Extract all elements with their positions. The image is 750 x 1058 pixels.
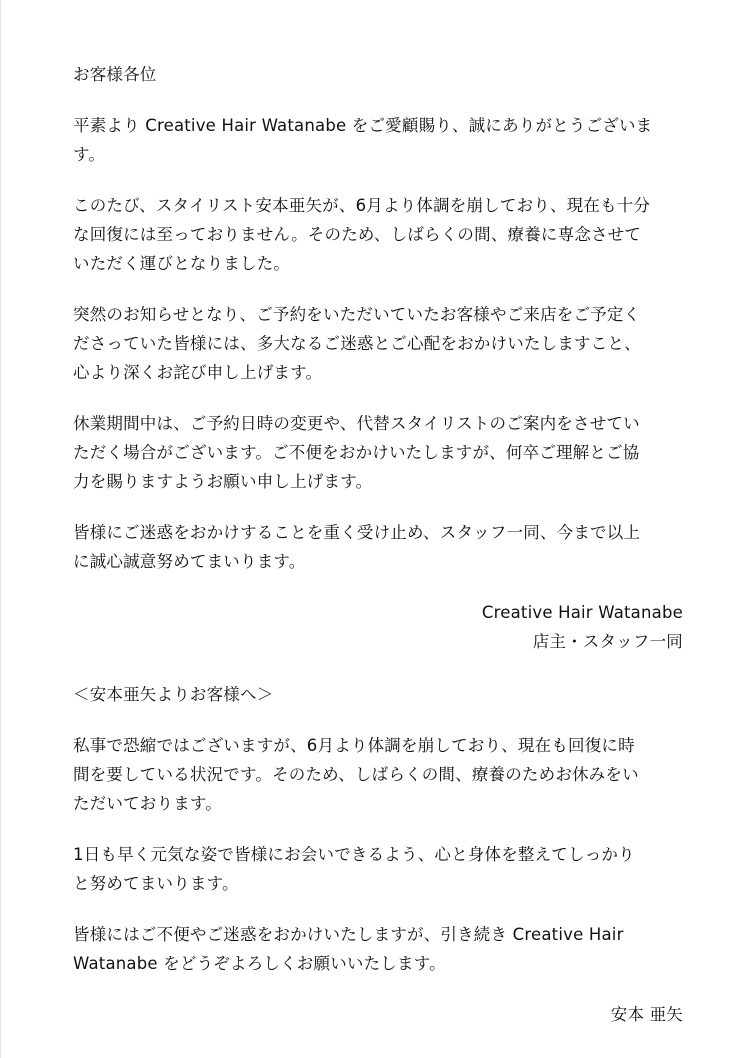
text-line: 力を賜りますようお願い申し上げます。 (73, 472, 373, 491)
text-line: 突然のお知らせとなり、ご予約をいただいていたお客様やご来店をご予定く (73, 305, 641, 324)
text-line: ださっていた皆様には、多大なるご迷惑とご心配をおかけいたしますこと、 (73, 334, 641, 353)
text-line: 休業期間中は、ご予約日時の変更や、代替スタイリストのご案内をさせてい (73, 414, 640, 433)
text-line: 私事で恐縮ではございますが、6月より体調を崩しており、現在も回復に時 (73, 736, 635, 755)
text-line: 平素より Creative Hair Watanabe をご愛顧賜り、誠にありがとうございま (73, 116, 653, 135)
text-line: 1日も早く元気な姿で皆様にお会いできるよう、心と身体を整えてしっかり (73, 845, 635, 864)
text-line: な回復には至っておりません。そのため、しばらくの間、療養に専念させて (73, 225, 642, 244)
text-line: ただいております。 (73, 794, 222, 813)
paragraph-3 (73, 300, 683, 387)
paragraph-4 (73, 409, 683, 496)
text-line: に誠心誠意努めてまいります。 (73, 552, 306, 571)
greeting: お客様各位 (73, 65, 157, 84)
text-line: Watanabe をどうぞよろしくお願いいたします。 (73, 954, 446, 973)
text-line: 皆様にご迷惑をおかけすることを重く受け止め、スタッフ一同、今まで以上 (73, 523, 641, 542)
message-paragraph-3 (73, 920, 683, 978)
message-paragraph-2 (73, 840, 683, 898)
text-line: す。 (73, 145, 106, 164)
section-title: ＜安本亜矢よりお客様へ＞ (73, 685, 274, 704)
text-line: と努めてまいります。 (73, 874, 239, 893)
shop-signature (73, 598, 683, 656)
text-line: このたび、スタイリスト安本亜矢が、6月より体調を崩しており、現在も十分 (73, 196, 651, 215)
person-signature: 安本 亜矢 (610, 1005, 683, 1024)
message-paragraph-1 (73, 731, 683, 818)
shop-staff: 店主・スタッフ一同 (532, 632, 683, 651)
shop-name: Creative Hair Watanabe (481, 603, 683, 622)
paragraph-1 (73, 111, 683, 169)
paragraph-5 (73, 518, 683, 576)
text-line: ただく場合がございます。ご不便をおかけいたしますが、何卒ご理解とご協 (73, 443, 640, 462)
letter-body (73, 60, 683, 1029)
text-line: 間を要している状況です。そのため、しばらくの間、療養のためお休みをい (73, 765, 639, 784)
text-line: いただく運びとなりました。 (73, 254, 291, 273)
text-line: 皆様にはご不便やご迷惑をおかけいたしますが、引き続き Creative Hair (73, 925, 624, 944)
paragraph-2 (73, 191, 683, 278)
text-line: 心より深くお詫び申し上げます。 (73, 363, 323, 382)
